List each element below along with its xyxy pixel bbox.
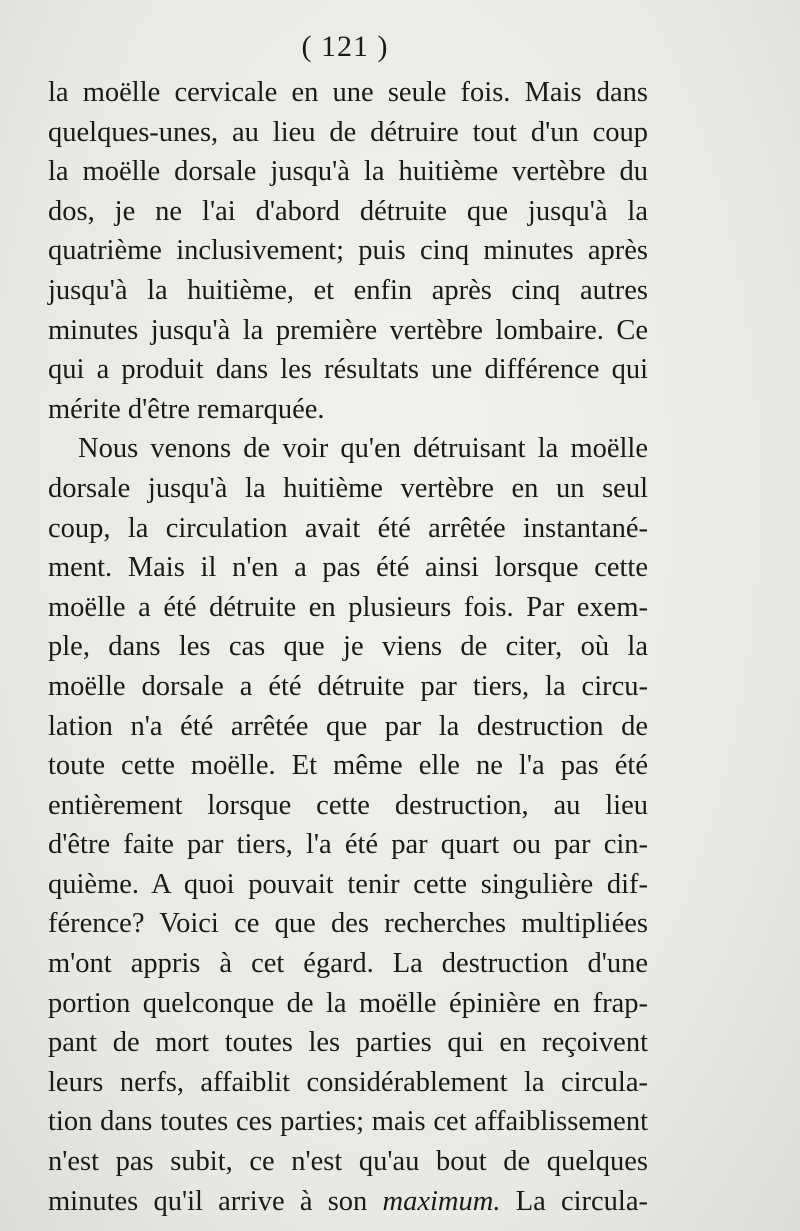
text-line: la moëlle dorsale jusqu'à la huitième vertèbre du xyxy=(48,156,648,188)
text-line: quatrième inclusivement; puis cinq minutes après xyxy=(48,235,648,267)
text-line: minutes jusqu'à la première vertèbre lombaire. Ce xyxy=(48,314,648,346)
italic-term: maximum. xyxy=(382,1185,501,1217)
text-run: La circula- xyxy=(500,1185,648,1217)
text-line: la moëlle cervicale en une seule fois. Mais dans xyxy=(48,77,648,108)
text-run: minutes qu'il arrive à son xyxy=(48,1185,383,1217)
text-line: pant de mort toutes les parties qui en reçoivent xyxy=(48,1027,648,1059)
page-number: ( 121 ) xyxy=(301,30,389,63)
text-line: tion dans toutes ces parties; mais cet affaiblissement xyxy=(48,1106,648,1138)
text-line: mérite d'être remarquée. xyxy=(48,393,325,425)
text-line: ment. Mais il n'en a pas été ainsi lorsque cette xyxy=(48,552,648,584)
text-line: moëlle a été détruite en plusieurs fois. Par exem- xyxy=(48,591,648,623)
text-line: Nous venons de voir qu'en détruisant la moëlle xyxy=(78,433,648,465)
text-line: n'est pas subit, ce n'est qu'au bout de quelques xyxy=(48,1146,648,1178)
text-line: d'être faite par tiers, l'a été par quart ou par cin- xyxy=(48,829,648,861)
text-line: entièrement lorsque cette destruction, au lieu xyxy=(48,789,648,821)
text-line: lation n'a été arrêtée que par la destruction de xyxy=(48,710,648,742)
body-text xyxy=(48,73,648,1221)
text-line: férence? Voici ce que des recherches multipliées xyxy=(48,908,648,940)
text-line: m'ont appris à cet égard. La destruction d'une xyxy=(48,948,648,980)
text-line: moëlle dorsale a été détruite par tiers, la circu- xyxy=(48,670,648,702)
text-line: toute cette moëlle. Et même elle ne l'a pas été xyxy=(48,750,648,782)
text-line: dos, je ne l'ai d'abord détruite que jusqu'à la xyxy=(48,195,648,227)
text-line: qui a produit dans les résultats une différence qui xyxy=(48,354,648,386)
text-line: ple, dans les cas que je viens de citer, où la xyxy=(48,631,648,663)
text-line: leurs nerfs, affaiblit considérablement la circula- xyxy=(48,1066,648,1098)
text-line: quième. A quoi pouvait tenir cette singulière dif- xyxy=(48,868,648,900)
text-line: coup, la circulation avait été arrêtée instantané- xyxy=(48,512,648,544)
paragraph-1 xyxy=(48,73,648,429)
paragraph-2 xyxy=(48,429,648,1221)
text-line: quelques-unes, au lieu de détruire tout d'un coup xyxy=(48,116,648,148)
text-line: dorsale jusqu'à la huitième vertèbre en un seul xyxy=(48,472,648,504)
text-line-final xyxy=(48,1182,648,1222)
text-line: portion quelconque de la moëlle épinière en frap- xyxy=(48,987,648,1019)
text-line: jusqu'à la huitième, et enfin après cinq autres xyxy=(48,274,648,306)
